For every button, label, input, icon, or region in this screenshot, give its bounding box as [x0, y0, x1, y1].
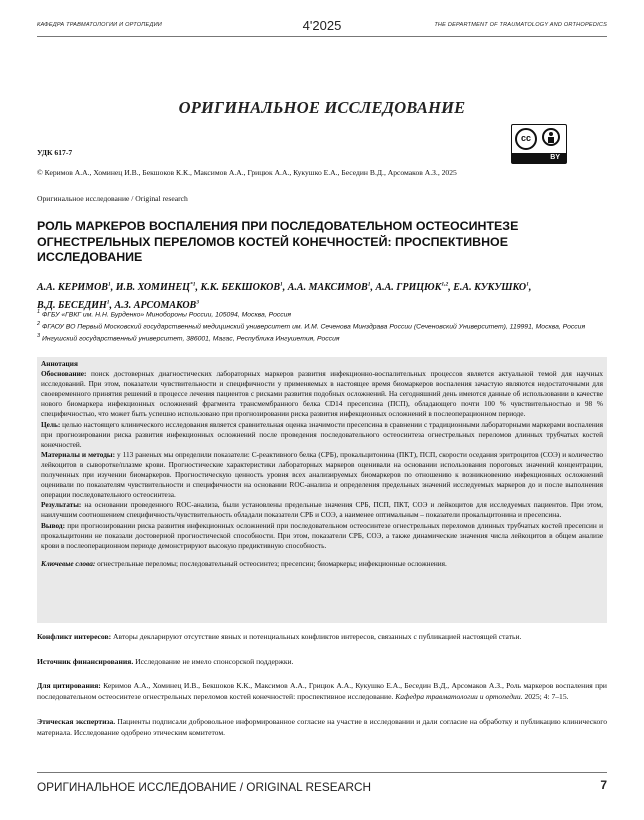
abstract-methods: Материалы и методы: у 113 раненых мы определили показатели: С-реактивного белка (СРБ), прокальцитонина (ПКТ), ПСП, скорости оседания эритроцитов (СОЭ) и количество лейкоцитов в сыворотке/плазме крови. Прогностические характеристики лабораторных маркеров оценивали на основании использования пороговых значений концентрации, полученных при изучении биомаркеров. Прогностическую ценность уровня всех анализируемых биомаркеров по отношению к возникновению инфекционных осложнений оценивали по показателям чувствительности и специфичности на основании ROC-анализа и определения предельных значений исследуемых маркеров до и после выполнения операции последовательного остеосинтеза.	[41, 449, 603, 500]
citation: Для цитирования: Керимов А.А., Хоминец И.В., Бекшоков К.К., Максимов А.А., Грицюк А.А., Кукушко Е.А., Беседин В.Д., Арсомаков А.З., Роль маркеров воспаления при последовательном остеосинтезе огнестрельных переломов костей конечностей: проспективное исследование. Кафедра травматологии и ортопедии. 2025; 4: 7–15.	[37, 681, 607, 701]
abstract-conclusion: Вывод: при прогнозировании риска развития инфекционных осложнений при последовательном остеосинтезе огнестрельных переломов длинных трубчатых костей пресепсин и прокальцитонин не показали достоверной прогностической способности. При этом, показатели СРБ, СОЭ, а также динамические значения числа лейкоцитов в общем анализе крови в послеоперационном периоде демонстрируют высокую предиктивную способность.	[41, 520, 603, 550]
by-label: BY	[512, 153, 566, 163]
page-number: 7	[600, 778, 607, 792]
affiliation-item: $^1$ ФГБУ «ГВКГ им. Н.Н. Бурденко» Минобороны России, 105094, Москва, Россия	[37, 309, 292, 319]
abstract-keywords: Ключевые слова: огнестрельные переломы; последовательный остеосинтез; пресепсин; биомаркеры; инфекционные осложнения.	[41, 558, 447, 568]
author: И.В. ХОМИНЕЦ$^{*1}$,	[115, 282, 201, 294]
running-header	[37, 18, 607, 42]
affiliation-item: $^2$ ФГАОУ ВО Первый Московский государственный медицинский университет им. И.М. Сеченова Минздрава России (Сеченовский Университет), 119991, Москва, Россия	[37, 320, 586, 331]
header-issue: 4'2025	[302, 18, 342, 33]
article-type: Оригинальное исследование / Original research	[37, 194, 188, 203]
affiliation-item: $^3$ Ингушский государственный университет, 386001, Магас, Республика Ингушетия, Россия	[37, 332, 340, 342]
header-journal-ru: КАФЕДРА ТРАВМАТОЛОГИИ И ОРТОПЕДИИ	[37, 22, 163, 28]
ethics-statement: Этическая экспертиза. Пациенты подписали добровольное информированное согласие на участие в исследовании и дали согласие на обработку и публикацию клинического материала. Исследование одобрено этическим комитетом.	[37, 717, 608, 737]
author: Е.А. КУКУШКО$^1$,	[453, 282, 532, 294]
attribution-person-icon	[542, 128, 560, 146]
copyright-notice: © Керимов А.А., Хоминец И.В., Бекшоков К.К., Максимов А.А., Грицюк А.А., Кукушко Е.А., Беседин В.Д., Арсомаков А.З., 2025	[37, 168, 457, 177]
author: В.Д. БЕСЕДИН$^1$,	[37, 299, 115, 311]
citation-journal: Кафедра травматологии и ортопедии	[395, 692, 521, 701]
cc-by-license-badge[interactable]	[511, 124, 567, 164]
funding-source: Источник финансирования. Исследование не имело спонсорской поддержки.	[37, 657, 294, 666]
header-divider	[37, 36, 607, 37]
author: А.А. ГРИЦЮК$^{1,2}$,	[375, 282, 454, 294]
abstract-aim: Цель: целью настоящего клинического исследования является сравнительная оценка значимости пресепсина в сравнении с традиционными лабораторными маркерами воспаления при прогнозировании риска развития инфекционных осложнений после проведения последовательного остеосинтеза огнестрельных переломов длинных трубчатых костей конечностей.	[41, 419, 603, 449]
udk-code: УДК 617-7	[37, 148, 73, 157]
affiliations	[37, 308, 607, 344]
abstract-box	[37, 357, 607, 623]
cc-icon: cc	[515, 128, 537, 150]
footer-divider	[37, 772, 607, 773]
author: А.А. КЕРИМОВ$^1$,	[37, 282, 116, 294]
conflict-of-interest: Конфликт интересов: Авторы декларируют отсутствие явных и потенциальных конфликтов интересов, связанных с публикацией настоящей статьи.	[37, 632, 522, 641]
author: А.А. МАКСИМОВ$^1$,	[287, 282, 376, 294]
author: А.З. АРСОМАКОВ$^3$	[114, 299, 199, 311]
article-title: РОЛЬ МАРКЕРОВ ВОСПАЛЕНИЯ ПРИ ПОСЛЕДОВАТЕЛЬНОМ ОСТЕОСИНТЕЗЕ ОГНЕСТРЕЛЬНЫХ ПЕРЕЛОМОВ КОСТЕЙ КОНЕЧНОСТЕЙ: ПРОСПЕКТИВНОЕ ИССЛЕДОВАНИЕ	[37, 219, 519, 264]
header-journal-en: THE DEPARTMENT OF TRAUMATOLOGY AND ORTHOPEDICS	[434, 22, 607, 28]
footer-section: ОРИГИНАЛЬНОЕ ИССЛЕДОВАНИЕ / ORIGINAL RESEARCH	[37, 780, 372, 794]
abstract-background: Обоснование: поиск достоверных диагностических лабораторных маркеров развития инфекционно-воспалительных процессов является актуальной темой для научных исследований. При этом, показатели чувствительности и специфичности у применяемых в настоящее время биомаркеров воспаления зачастую являются недостаточными для своевременного принятия решений в процессе лечения пациентов с рисками развития подобных осложнений. На сегодняшний день имеются данные об использовании в качестве нового биомаркера инфекционных осложнений фрагмента трансмембранного белка CD14 пресепсина (ПСП), обладающего почти 100 % чувствительностью и 98 % специфичностью, что может быть успешно использовано при прогнозировании риска развития инфекционных осложнений в послеоперационном периоде.	[41, 369, 603, 419]
section-title: ОРИГИНАЛЬНОЕ ИССЛЕДОВАНИЕ	[178, 98, 466, 117]
abstract-results: Результаты: на основании проведенного ROC-анализа, были установлены предельные значения СРБ, ПСП, ПКТ, СОЭ и лейкоцитов для исследуемых пациентов. При этом, наилучшим соотношением специфичность/чувствительность обладали показатели СРБ и СОЭ, а наименее оптимальным – показатели прокальцитонина и пресепсина.	[41, 500, 603, 520]
abstract-heading: Аннотация	[41, 359, 78, 368]
author: К.К. БЕКШОКОВ$^1$,	[200, 282, 288, 294]
